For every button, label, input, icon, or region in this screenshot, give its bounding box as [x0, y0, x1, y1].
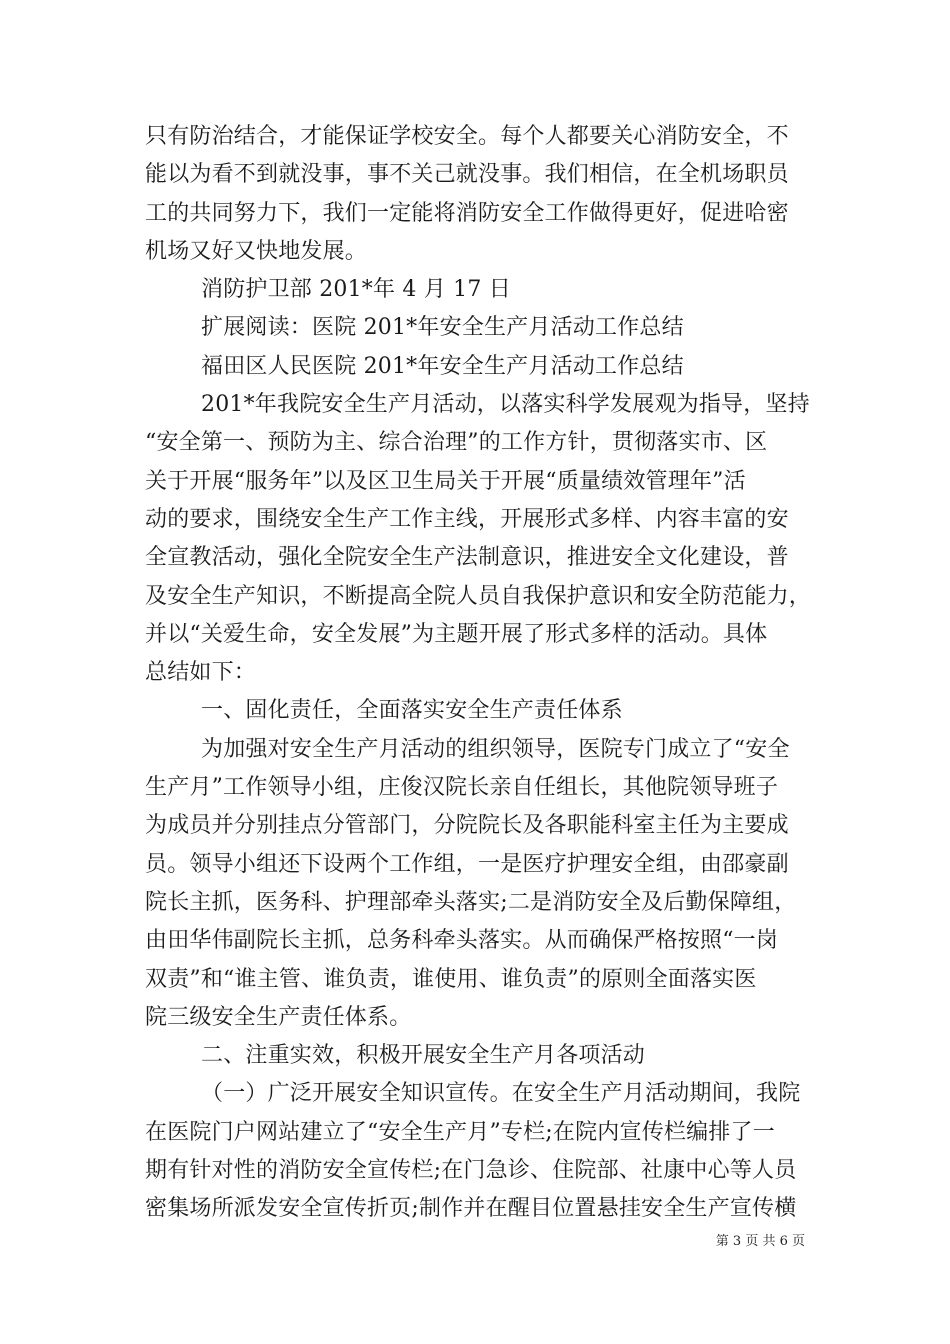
- text-line: 院三级安全生产责任体系。: [145, 1004, 412, 1030]
- text-line: 院长主抓，医务科、护理部牵头落实;二是消防安全及后勤保障组，: [145, 889, 797, 915]
- text-line: 全宣教活动，强化全院安全生产法制意识，推进安全文化建设，普: [145, 545, 789, 571]
- document-body: [145, 118, 812, 1229]
- text-line: 一、固化责任，全面落实安全生产责任体系: [201, 698, 623, 724]
- text-line: 生产月”工作领导小组，庄俊汉院长亲自任组长，其他院领导班子: [145, 775, 779, 801]
- page-footer: 第 3 页 共 6 页: [715, 1234, 805, 1249]
- text-line: 关于开展“服务年”以及区卫生局关于开展“质量绩效管理年”活: [145, 468, 746, 494]
- text-line: 在医院门户网站建立了“安全生产月”专栏;在院内宣传栏编排了一: [145, 1119, 775, 1145]
- text-line: 双责”和“谁主管、谁负责，谁使用、谁负责”的原则全面落实医: [145, 966, 757, 992]
- text-line: 及安全生产知识，不断提高全院人员自我保护意识和安全防范能力，: [145, 583, 812, 609]
- text-line: 并以“关爱生命，安全发展”为主题开展了形式多样的活动。具体: [145, 621, 768, 647]
- text-line: 工的共同努力下，我们一定能将消防安全工作做得更好，促进哈密: [145, 200, 789, 226]
- text-line: 由田华伟副院长主抓，总务科牵头落实。从而确保严格按照“一岗: [145, 928, 779, 954]
- text-line: 只有防治结合，才能保证学校安全。每个人都要关心消防安全，不: [145, 124, 789, 149]
- text-line: 动的要求，围绕安全生产工作主线，开展形式多样、内容丰富的安: [145, 506, 789, 532]
- text-line: 期有针对性的消防安全宣传栏;在门急诊、住院部、社康中心等人员: [145, 1158, 797, 1184]
- text-line: 201*年我院安全生产月活动，以落实科学发展观为指导，坚持: [201, 392, 810, 418]
- text-line: 能以为看不到就没事，事不关己就没事。我们相信，在全机场职员: [145, 162, 789, 188]
- text-line: 总结如下：: [145, 660, 257, 686]
- text-line: 福田区人民医院 201*年安全生产月活动工作总结: [201, 353, 684, 379]
- text-line: 消防护卫部 201*年 4 月 17 日: [201, 277, 511, 303]
- text-line: 为成员并分别挂点分管部门，分院院长及各职能科室主任为主要成: [145, 813, 789, 839]
- text-line: 为加强对安全生产月活动的组织领导，医院专门成立了“安全: [201, 736, 790, 762]
- text-line: “安全第一、预防为主、综合治理”的工作方针，贯彻落实市、区: [145, 430, 768, 456]
- text-line: （一）广泛开展安全知识宣传。在安全生产月活动期间，我院: [201, 1081, 801, 1107]
- text-line: 二、注重实效，积极开展安全生产月各项活动: [201, 1043, 646, 1069]
- text-line: 员。领导小组还下设两个工作组，一是医疗护理安全组，由邵豪副: [145, 851, 789, 877]
- text-line: 机场又好又快地发展。: [145, 238, 368, 264]
- text-line: 扩展阅读：医院 201*年安全生产月活动工作总结: [201, 315, 684, 341]
- text-line: 密集场所派发安全宣传折页;制作并在醒目位置悬挂安全生产宣传横: [145, 1196, 797, 1222]
